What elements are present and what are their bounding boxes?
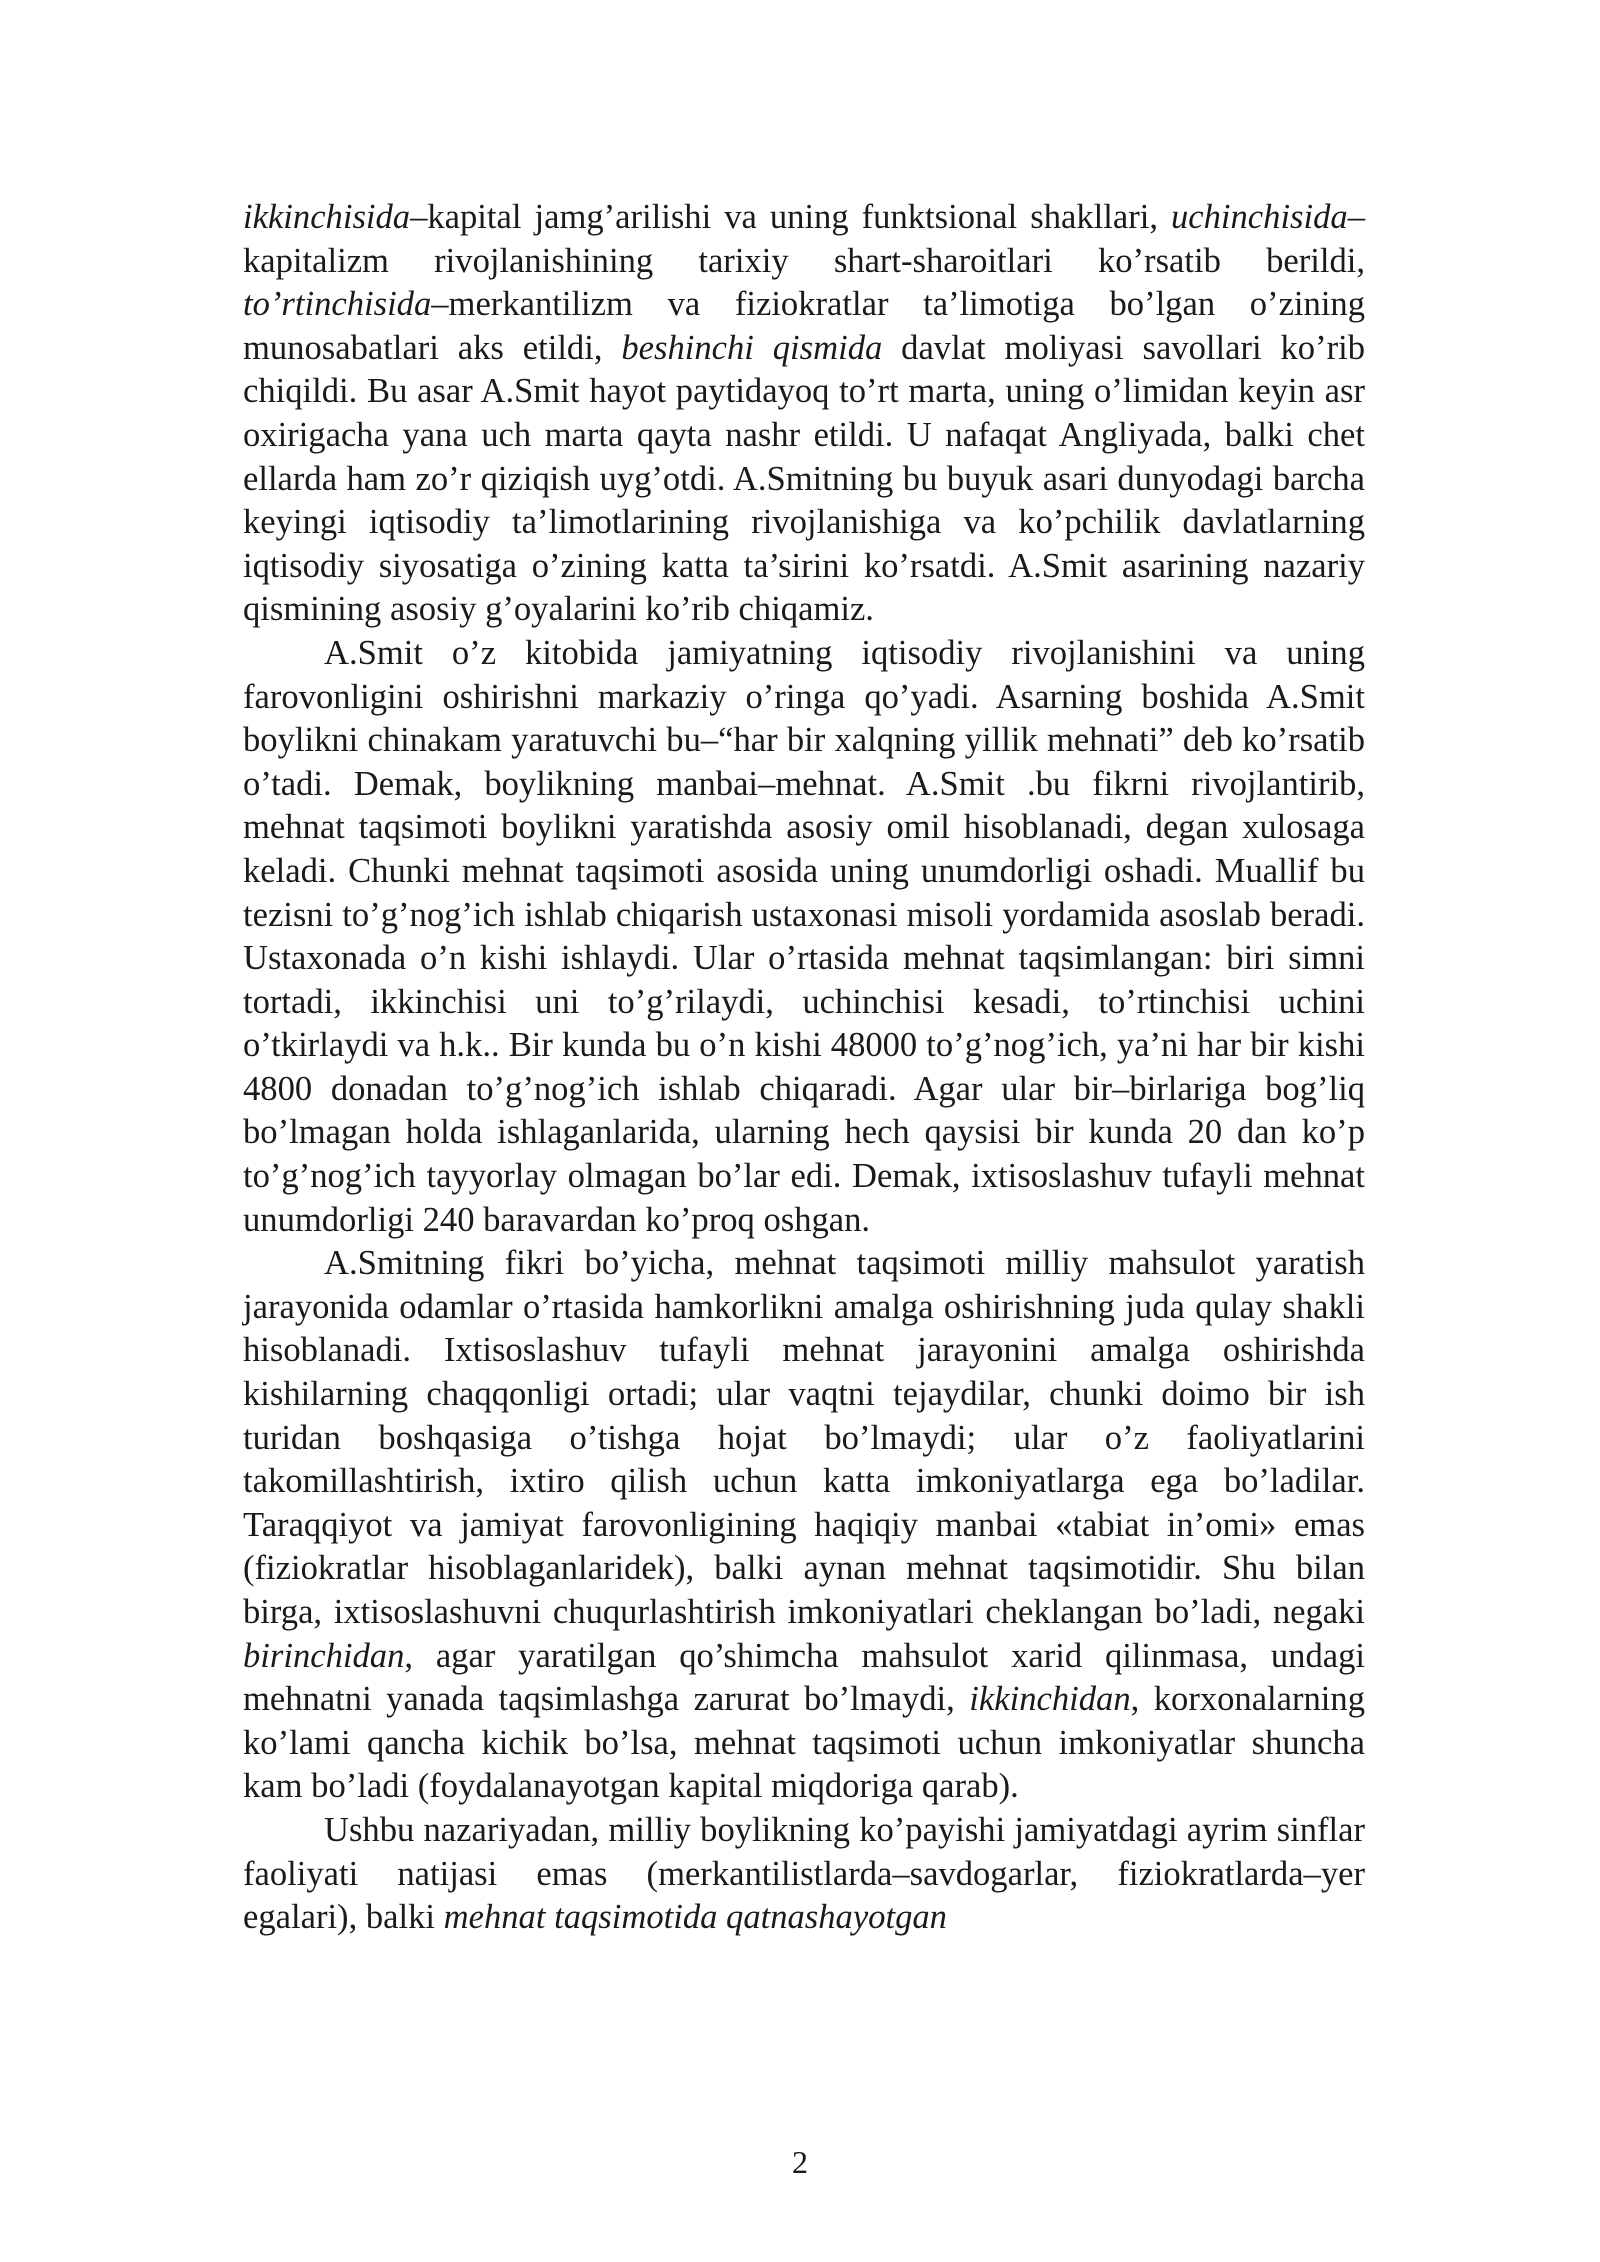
text-run: davlat moliyasi savollari ko’rib chiqildi. Bu asar A.Smit hayot paytidayoq to’rt marta, uning o’limidan keyin asr oxirigacha yana uch marta qayta nashr etildi. U nafaqat Angliyada, balki chet ellarda ham zo’r qiziqish uyg’otdi. A.Smitning bu buyuk asari dunyodagi barcha keyingi iqtisodiy ta’limotlarining rivojlanishiga va ko’pchilik davlatlarning iqtisodiy siyosatiga o’zining katta ta’sirini ko’rsatdi. A.Smit asarining nazariy qismining asosiy g’oyalarini ko’rib chiqamiz. (243, 328, 1365, 629)
text-run: A.Smitning fikri bo’yicha, mehnat taqsimoti milliy mahsulot yaratish jarayonida odamlar o’rtasida hamkorlikni amalga oshirishning juda qulay shakli hisoblanadi. Ixtisoslashuv tufayli mehnat jarayonini amalga oshirishda kishilarning chaqqonligi ortadi; ular vaqtni tejaydilar, chunki doimo bir ish turidan boshqasiga o’tishga hojat bo’lmaydi; ular o’z faoliyatlarini takomillashtirish, ixtiro qilish uchun katta imkoniyatlarga ega bo’ladilar. Taraqqiyot va jamiyat farovonligining haqiqiy manbai «tabiat in’omi» emas (fiziokratlar hisoblaganlaridek), balki aynan mehnat taqsimotidir. Shu bilan birga, ixtisoslashuvni chuqurlashtirish imkoniyatlari cheklangan bo’ladi, negaki (243, 1244, 1365, 1631)
text-run: –kapitalizm rivojlanishining tarixiy shart-sharoitlari ko’rsatib berildi, (243, 198, 1365, 280)
text-run: A.Smit o’z kitobida jamiyatning iqtisodiy rivojlanishini va uning farovonligini oshirishni markaziy o’ringa qo’yadi. Asarning boshida A.Smit boylikni chinakam yaratuvchi bu–“har bir xalqning yillik mehnati” deb ko’rsatib o’tadi. Demak, boylikning manbai–mehnat. A.Smit .bu fikrni rivojlantirib, mehnat taqsimoti boylikni yaratishda asosiy omil hisoblanadi, degan xulosaga keladi. Chunki mehnat taqsimoti asosida uning unumdorligi oshadi. Muallif bu tezisni to’g’nog’ich ishlab chiqarish ustaxonasi misoli yordamida asoslab beradi. Ustaxonada o’n kishi ishlaydi. Ular o’rtasida mehnat taqsimlangan: biri simni tortadi, ikkinchisi uni to’g’rilaydi, uchinchisi kesadi, to’rtinchisi uchini o’tkirlaydi va h.k.. Bir kunda bu o’n kishi 48000 to’g’nog’ich, ya’ni har bir kishi 4800 donadan to’g’nog’ich ishlab chiqaradi. Agar ular bir–birlariga bog’liq bo’lmagan holda ishlaganlarida, ularning hech qaysisi bir kunda 20 dan ko’p to’g’nog’ich tayyorlay olmagan bo’lar edi. Demak, ixtisoslashuv tufayli mehnat unumdorligi 240 baravardan ko’proq oshgan. (243, 633, 1365, 1239)
page-number: 2 (792, 2144, 808, 2180)
document-body (243, 196, 1365, 1940)
italic-text-run: to’rtinchisida (243, 285, 432, 324)
text-run: –kapital jamg’arilishi va uning funktsional shakllari, (410, 198, 1171, 236)
italic-text-run: uchinchisida (1170, 198, 1348, 236)
paragraph-1 (243, 196, 1365, 632)
paragraph-2 (243, 632, 1365, 1242)
italic-text-run: beshinchi qismida (621, 328, 883, 367)
text-run: –merkantilizm va fiziokratlar ta’limotiga bo’lgan o’zining munosabatlari aks etildi, (243, 285, 1365, 367)
paragraph-3 (243, 1242, 1365, 1809)
italic-text-run: mehnat taqsimotida qatnashayotgan (443, 1898, 947, 1937)
text-run: , korxonalarning ko’lami qancha kichik bo’lsa, mehnat taqsimoti uchun imkoniyatlar shuncha kam bo’ladi (foydalanayotgan kapital miqdoriga qarab). (243, 1680, 1365, 1806)
italic-text-run: ikkinchisida (243, 198, 411, 236)
italic-text-run: ikkinchidan (969, 1680, 1131, 1719)
text-run: Ushbu nazariyadan, milliy boylikning ko’payishi jamiyatdagi ayrim sinflar faoliyati natijasi emas (merkantilistlarda–savdogarlar, fiziokratlarda–yer egalari), balki (243, 1810, 1365, 1937)
italic-text-run: birinchidan (243, 1636, 405, 1675)
paragraph-4 (243, 1809, 1365, 1940)
text-run: , agar yaratilgan qo’shimcha mahsulot xarid qilinmasa, undagi mehnatni yanada taqsimlashga zarurat bo’lmaydi, (243, 1636, 1365, 1719)
